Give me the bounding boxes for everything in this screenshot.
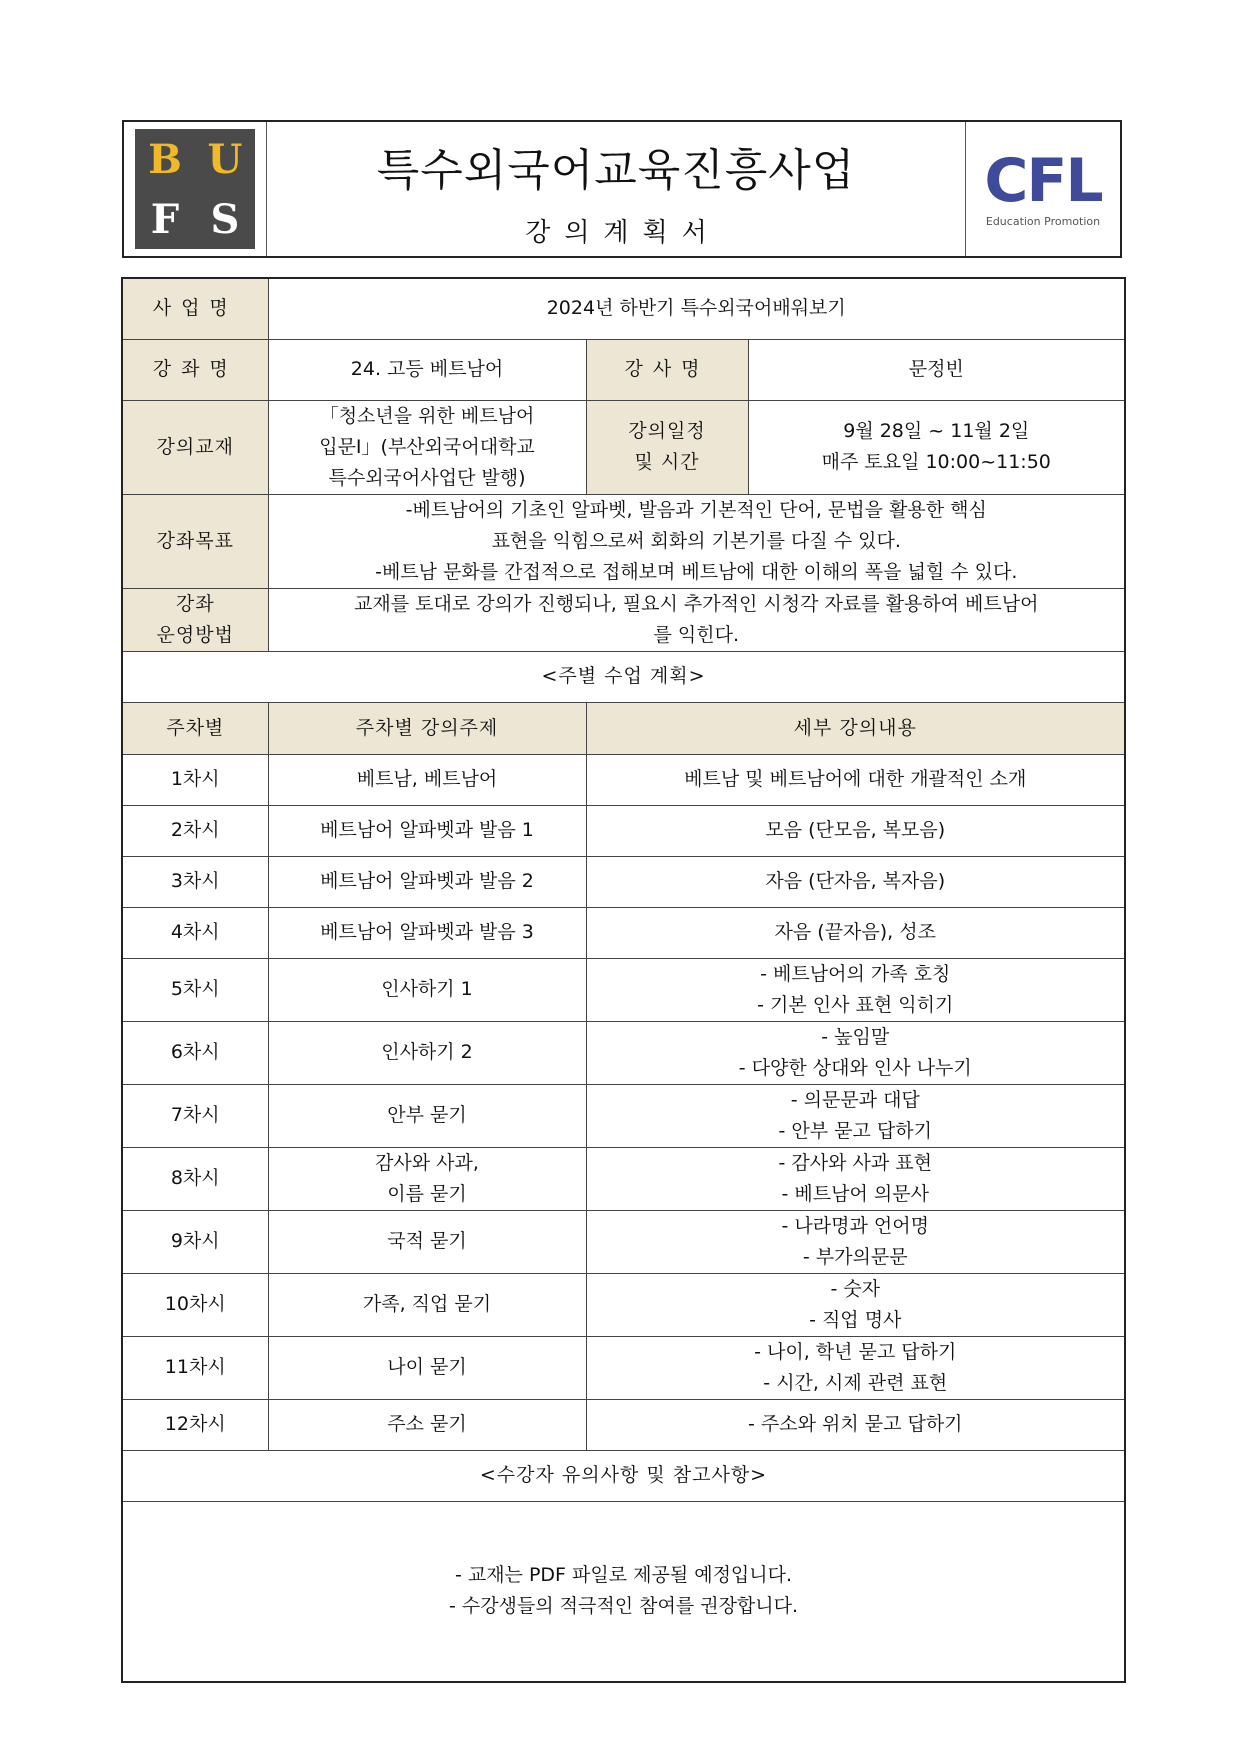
- topic-line: 베트남, 베트남어: [356, 768, 498, 790]
- detail-line: - 안부 묻고 답하기: [778, 1119, 932, 1142]
- detail-line: - 나이, 학년 묻고 답하기: [754, 1340, 957, 1363]
- schedule-line: 9월 28일 ~ 11월 2일: [843, 420, 1030, 442]
- table-row: [122, 1147, 1125, 1210]
- detail-cell: [586, 1021, 1125, 1084]
- topic-line: 가족, 직업 묻기: [362, 1293, 492, 1315]
- week-cell: 9차시: [122, 1210, 268, 1273]
- topic-cell: [268, 1210, 586, 1273]
- document-subtitle: 강의계획서: [525, 217, 721, 248]
- detail-cell: [586, 958, 1125, 1021]
- detail-cell: [586, 1147, 1125, 1210]
- week-cell: 3차시: [122, 856, 268, 907]
- week-cell: 4차시: [122, 907, 268, 958]
- goal-value: [268, 494, 1125, 588]
- detail-line: - 베트남어의 가족 호칭: [760, 962, 951, 985]
- textbook-value: [268, 400, 586, 494]
- topic-cell: [268, 1147, 586, 1210]
- schedule-value: [748, 400, 1125, 494]
- logo-letter-s: S: [210, 195, 240, 243]
- detail-cell: [586, 1273, 1125, 1336]
- business-row: [122, 278, 1125, 339]
- table-row: [122, 805, 1125, 856]
- instructor-value: 문정빈: [748, 339, 1125, 400]
- topic-line: 감사와 사과,: [375, 1151, 479, 1174]
- goal-line: -베트남 문화를 간접적으로 접해보며 베트남에 대한 이해의 폭을 넓힐 수 있다.: [375, 560, 1018, 583]
- syllabus-table: [121, 277, 1126, 1683]
- textbook-line: 「청소년을 위한 베트남어: [319, 404, 535, 427]
- notes-section-title: <수강자 유의사항 및 참고사항>: [122, 1450, 1125, 1501]
- table-row: [122, 907, 1125, 958]
- topic-line: 베트남어 알파벳과 발음 3: [320, 921, 534, 943]
- course-row: [122, 339, 1125, 400]
- detail-cell: [586, 1210, 1125, 1273]
- table-row: [122, 1210, 1125, 1273]
- textbook-label: 강의교재: [122, 400, 268, 494]
- detail-line: - 부가의문문: [802, 1245, 908, 1268]
- topic-cell: [268, 1084, 586, 1147]
- detail-line: - 직업 명사: [809, 1308, 902, 1331]
- document-header: [122, 120, 1122, 258]
- week-cell: 12차시: [122, 1399, 268, 1450]
- topic-cell: [268, 1273, 586, 1336]
- topic-cell: [268, 958, 586, 1021]
- detail-line: 자음 (단자음, 복자음): [765, 870, 946, 892]
- detail-line: - 나라명과 언어명: [781, 1214, 929, 1237]
- table-row: [122, 1336, 1125, 1399]
- schedule-label-line: 강의일정: [628, 420, 706, 442]
- schedule-line: 매주 토요일 10:00~11:50: [821, 451, 1051, 473]
- detail-line: 자음 (끝자음), 성조: [774, 921, 936, 943]
- topic-line: 나이 묻기: [387, 1356, 467, 1378]
- detail-cell: [586, 1399, 1125, 1450]
- instructor-label: 강사명: [586, 339, 748, 400]
- goal-row: [122, 494, 1125, 588]
- notes-line: - 수강생들의 적극적인 참여를 권장합니다.: [448, 1595, 799, 1618]
- detail-cell: [586, 856, 1125, 907]
- week-cell: 6차시: [122, 1021, 268, 1084]
- method-line: 교재를 토대로 강의가 진행되나, 필요시 추가적인 시청각 자료를 활용하여 베트남어: [354, 592, 1039, 615]
- left-logo-cell: [124, 122, 267, 256]
- weekly-section-row: [122, 651, 1125, 702]
- notes-row: [122, 1501, 1125, 1682]
- textbook-line: 입문Ⅰ」(부산외국어대학교: [319, 435, 535, 458]
- detail-line: - 베트남어 의문사: [781, 1182, 929, 1205]
- logo-letter-u: U: [207, 135, 243, 183]
- topic-cell: [268, 754, 586, 805]
- topic-line: 이름 묻기: [387, 1182, 467, 1205]
- topic-cell: [268, 1021, 586, 1084]
- notes-section-row: [122, 1450, 1125, 1501]
- header-title-cell: [267, 122, 965, 256]
- week-cell: 7차시: [122, 1084, 268, 1147]
- method-value: [268, 588, 1125, 651]
- document-title: 특수외국어교육진흥사업: [376, 144, 856, 196]
- weekly-section-title: <주별 수업 계획>: [122, 651, 1125, 702]
- topic-line: 인사하기 2: [381, 1041, 473, 1063]
- topic-line: 베트남어 알파벳과 발음 1: [320, 819, 534, 841]
- right-logo-cell: [965, 122, 1120, 256]
- course-value: 24. 고등 베트남어: [268, 339, 586, 400]
- textbook-line: 특수외국어사업단 발행): [328, 466, 526, 489]
- detail-cell: [586, 1336, 1125, 1399]
- method-label-line: 강좌: [175, 592, 215, 615]
- detail-line: 베트남 및 베트남어에 대한 개괄적인 소개: [684, 768, 1027, 790]
- detail-line: - 높임말: [821, 1025, 890, 1048]
- schedule-label-line: 및 시간: [634, 451, 700, 473]
- course-label: 강좌명: [122, 339, 268, 400]
- detail-line: - 의문문과 대답: [790, 1088, 920, 1111]
- method-label-line: 운영방법: [156, 623, 234, 646]
- topic-cell: [268, 1336, 586, 1399]
- cfl-logo-subtitle: Education Promotion: [985, 214, 1101, 228]
- detail-line: - 감사와 사과 표현: [778, 1151, 932, 1174]
- week-cell: 1차시: [122, 754, 268, 805]
- table-row: [122, 1399, 1125, 1450]
- detail-cell: [586, 907, 1125, 958]
- table-row: [122, 1273, 1125, 1336]
- topic-line: 베트남어 알파벳과 발음 2: [320, 870, 534, 892]
- detail-line: - 기본 인사 표현 익히기: [757, 993, 954, 1016]
- detail-cell: [586, 1084, 1125, 1147]
- detail-line: - 다양한 상대와 인사 나누기: [738, 1056, 972, 1079]
- table-row: [122, 958, 1125, 1021]
- detail-cell: [586, 805, 1125, 856]
- week-cell: 2차시: [122, 805, 268, 856]
- business-value: 2024년 하반기 특수외국어배워보기: [268, 278, 1125, 339]
- topic-line: 국적 묻기: [387, 1230, 467, 1252]
- topic-line: 인사하기 1: [381, 978, 473, 1000]
- topic-cell: [268, 907, 586, 958]
- topic-cell: [268, 805, 586, 856]
- goal-line: 표현을 익힘으로써 회화의 기본기를 다질 수 있다.: [491, 529, 901, 552]
- notes-line: - 교재는 PDF 파일로 제공될 예정입니다.: [454, 1564, 793, 1587]
- col-week-header: 주차별: [122, 702, 268, 754]
- topic-cell: [268, 1399, 586, 1450]
- schedule-label: [586, 400, 748, 494]
- cfl-logo: CFL: [984, 145, 1102, 216]
- goal-label: 강좌목표: [122, 494, 268, 588]
- detail-cell: [586, 754, 1125, 805]
- detail-line: 모음 (단모음, 복모음): [765, 819, 946, 841]
- table-row: [122, 754, 1125, 805]
- week-cell: 11차시: [122, 1336, 268, 1399]
- table-row: [122, 856, 1125, 907]
- logo-letter-f: F: [150, 195, 180, 243]
- method-label: [122, 588, 268, 651]
- detail-line: - 주소와 위치 묻고 답하기: [747, 1413, 963, 1435]
- method-row: [122, 588, 1125, 651]
- detail-line: - 시간, 시제 관련 표현: [763, 1371, 948, 1394]
- col-topic-header: 주차별 강의주제: [268, 702, 586, 754]
- week-cell: 5차시: [122, 958, 268, 1021]
- table-row: [122, 1021, 1125, 1084]
- textbook-row: [122, 400, 1125, 494]
- notes-content: [122, 1501, 1125, 1682]
- detail-line: - 숫자: [830, 1277, 881, 1300]
- method-line: 를 익힌다.: [653, 623, 739, 646]
- bufs-logo: [135, 129, 255, 249]
- week-cell: 10차시: [122, 1273, 268, 1336]
- business-label: 사업명: [122, 278, 268, 339]
- topic-line: 주소 묻기: [387, 1413, 467, 1435]
- weekly-header-row: [122, 702, 1125, 754]
- week-cell: 8차시: [122, 1147, 268, 1210]
- logo-letter-b: B: [148, 135, 182, 183]
- topic-line: 안부 묻기: [387, 1104, 467, 1126]
- table-row: [122, 1084, 1125, 1147]
- topic-cell: [268, 856, 586, 907]
- col-detail-header: 세부 강의내용: [586, 702, 1125, 754]
- goal-line: -베트남어의 기초인 알파벳, 발음과 기본적인 단어, 문법을 활용한 핵심: [405, 498, 987, 521]
